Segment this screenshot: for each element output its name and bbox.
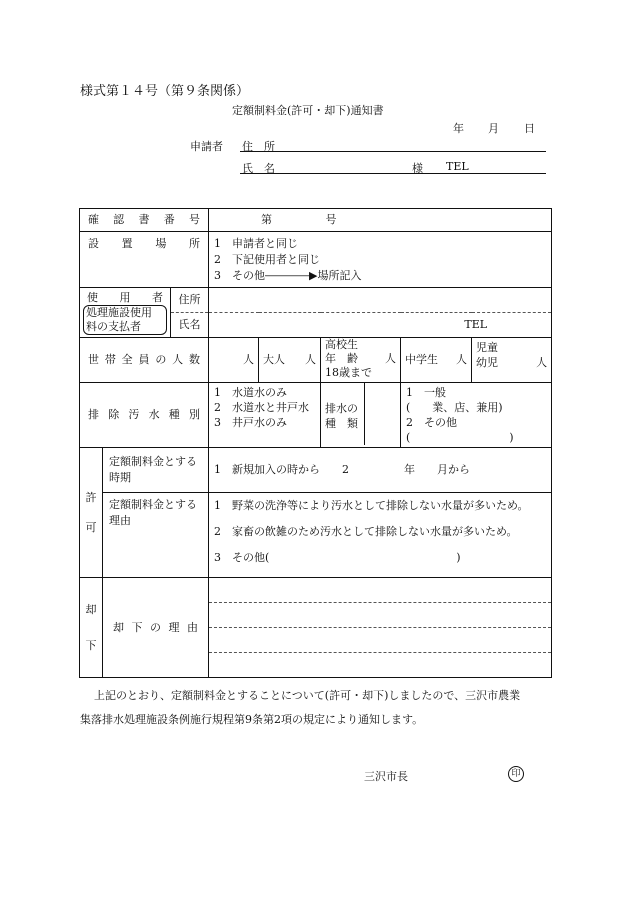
household-child-unit: 人: [536, 356, 548, 369]
address-underline: [240, 151, 546, 152]
reject-line-3: [209, 652, 551, 653]
user-tel-label: TEL: [464, 318, 488, 331]
user-label-bracket: [83, 305, 167, 335]
drain-option-1: 1 一般: [406, 386, 446, 399]
location-option-3: 3 その他――――▶場所記入: [214, 269, 362, 282]
household-junior-unit: 人: [456, 353, 467, 366]
permit-label-2: 可: [85, 520, 97, 534]
fixed-time-label: 定額制料金とする時期: [103, 448, 209, 493]
user-label-line1: 使 用 者: [87, 291, 163, 304]
reject-row: [80, 578, 552, 678]
reason-label: 定額制料金とする理由: [103, 493, 209, 578]
household-adult-unit: 人: [305, 353, 316, 366]
household-adult-label: 大人: [263, 353, 285, 366]
applicant-tel-label: TEL: [446, 160, 469, 173]
reject-label: [80, 578, 103, 678]
location-row: [80, 232, 552, 288]
notice-line-1: 上記のとおり、定額制料金とすることについて(許可・却下)しましたので、三沢市農業: [94, 689, 521, 702]
reject-reason-label: 却下の理由: [103, 578, 209, 678]
drain-option-2: 2 その他: [406, 416, 457, 429]
applicant-sama: 様: [412, 162, 423, 175]
drain-type-label-2: 種 類: [325, 417, 358, 430]
permit-reason-row: [80, 493, 552, 578]
user-label: [80, 288, 171, 338]
drain-type-label: [321, 383, 401, 448]
location-option-2: 2 下記使用者と同じ: [214, 253, 320, 266]
household-total: [209, 338, 259, 383]
application-table: [79, 208, 552, 678]
water-source-options: [209, 383, 321, 448]
drain-option-2-detail: ( ): [406, 431, 514, 444]
household-junior-label: 中学生: [405, 353, 438, 366]
document-title: 定額制料金(許可・却下)通知書: [232, 104, 384, 117]
confirm-go: 号: [325, 213, 337, 226]
name-underline: [240, 173, 546, 174]
applicant-name-label: 氏 名: [242, 162, 275, 175]
user-label-line3: 料の支払者: [86, 320, 141, 333]
confirm-dai: 第: [261, 213, 272, 226]
applicant-address-label: 住 所: [242, 140, 275, 153]
fixed-time-value: 1 新規加入の時から 2 年 月から: [209, 448, 552, 493]
wastewater-row: [80, 383, 552, 448]
permit-label-1: 許: [85, 490, 97, 504]
location-option-1: 1 申請者と同じ: [214, 237, 298, 250]
reason-options: [209, 493, 552, 578]
confirm-number-label: 確認書番号: [80, 209, 209, 232]
mayor-label: 三沢市長: [364, 770, 408, 783]
date-year-label: 年: [453, 122, 464, 135]
user-address-row: [80, 288, 552, 313]
household-highschool-age: 年 齢: [325, 352, 358, 365]
permit-time-row: [80, 448, 552, 493]
household-highschool: [321, 338, 401, 383]
location-options: [209, 232, 552, 288]
confirm-number-cell: [209, 209, 552, 232]
user-name-value: [209, 313, 552, 338]
household-infant-label: 幼児: [476, 356, 498, 369]
reject-label-2: 下: [85, 638, 97, 652]
household-highschool-label: 高校生: [325, 338, 358, 351]
household-child: [472, 338, 552, 383]
household-highschool-unit: 人: [385, 352, 396, 365]
seal-mark: [508, 766, 524, 782]
reject-reason-lines: [209, 578, 552, 678]
seal-circle: 印: [508, 766, 524, 782]
user-label-line2: 処理施設使用: [86, 306, 152, 319]
user-address-value: [209, 288, 552, 313]
water-option-2: 2 水道水と井戸水: [214, 401, 309, 414]
confirm-number-row: [80, 209, 552, 232]
water-option-1: 1 水道水のみ: [214, 386, 287, 399]
drain-option-1-detail: ( 業、店、兼用): [406, 401, 503, 414]
user-name-label: 氏名: [171, 313, 209, 338]
drain-type-label-1: 排水の: [325, 402, 358, 415]
reason-option-2: 2 家畜の飲雑のため汚水として排除しない水量が多いため。: [214, 525, 518, 538]
date-month-label: 月: [488, 122, 499, 135]
notice-line-2: 集落排水処理施設条例施行規程第9条第2項の規定により通知します。: [80, 713, 424, 726]
household-child-label: 児童: [476, 341, 498, 354]
household-highschool-range: 18歳まで: [325, 366, 372, 379]
household-label: 世帯全員の人数: [80, 338, 209, 383]
permit-label: [80, 448, 103, 578]
form-number: 様式第１４号（第９条関係）: [80, 84, 250, 99]
reason-option-1: 1 野菜の洗浄等により汚水として排除しない水量が多いため。: [214, 499, 529, 512]
household-row: [80, 338, 552, 383]
date-day-label: 日: [524, 122, 535, 135]
location-label: 設置場所: [80, 232, 209, 288]
water-option-3: 3 井戸水のみ: [214, 416, 287, 429]
user-address-label: 住所: [171, 288, 209, 313]
reason-option-3: 3 その他( ): [214, 551, 461, 564]
household-total-unit: 人: [243, 353, 254, 366]
household-adult: [259, 338, 321, 383]
household-junior: [401, 338, 472, 383]
applicant-label: 申請者: [190, 140, 223, 153]
reject-label-1: 却: [85, 602, 97, 616]
wastewater-label: 排除汚水種別: [80, 383, 209, 448]
drain-type-options: [401, 383, 552, 448]
